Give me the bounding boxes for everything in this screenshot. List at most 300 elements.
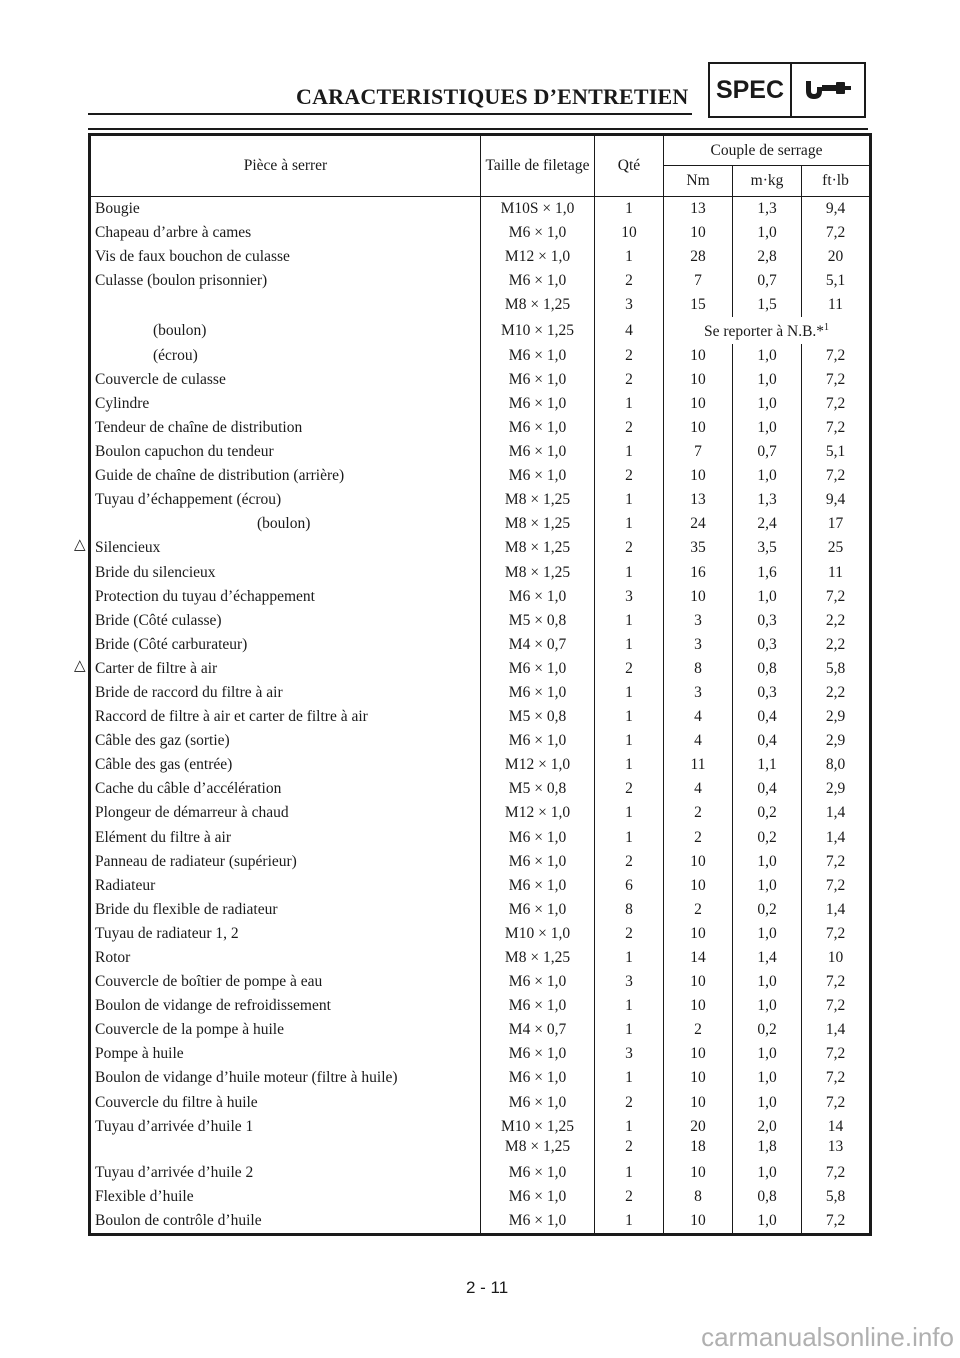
torque-mkg: 0,2 <box>733 801 802 825</box>
thread-size: M5 × 0,8 <box>481 609 595 633</box>
torque-nm: 2 <box>664 898 733 922</box>
torque-ftlb: 7,2 <box>802 922 871 946</box>
torque-nm: 2 <box>664 1018 733 1042</box>
thread-size: M6 × 1,0 <box>481 464 595 488</box>
part-name: Bride du silencieux <box>90 560 481 584</box>
col-header-torque: Couple de serrage <box>664 135 871 166</box>
watermark: carmanualsonline.info <box>701 1322 954 1352</box>
thread-size: M6 × 1,0 <box>481 585 595 609</box>
torque-ftlb: 8,0 <box>802 753 871 777</box>
quantity: 1 <box>595 488 664 512</box>
torque-mkg: 1,0 <box>733 221 802 245</box>
quantity: 2 <box>595 657 664 681</box>
torque-ftlb: 7,2 <box>802 874 871 898</box>
torque-mkg: 0,2 <box>733 898 802 922</box>
torque-nm: 2 <box>664 801 733 825</box>
part-name: Cylindre <box>90 392 481 416</box>
torque-ftlb: 7,2 <box>802 221 871 245</box>
quantity: 10 <box>595 221 664 245</box>
torque-ftlb: 2,9 <box>802 729 871 753</box>
torque-mkg: 0,3 <box>733 681 802 705</box>
torque-ftlb: 2,9 <box>802 777 871 801</box>
table-row <box>90 705 871 729</box>
table-row <box>90 777 871 801</box>
part-name: Carter de filtre à air <box>90 657 481 681</box>
torque-ftlb: 1,4 <box>802 1018 871 1042</box>
quantity: 1 <box>595 512 664 536</box>
torque-nm: 2 <box>664 826 733 850</box>
part-name: Tuyau d’arrivée d’huile 1 <box>90 1115 481 1161</box>
torque-nm: 10 <box>664 585 733 609</box>
thread-size: M4 × 0,7 <box>481 633 595 657</box>
quantity: 1 <box>595 994 664 1018</box>
table-row <box>90 994 871 1018</box>
part-name: Tendeur de chaîne de distribution <box>90 416 481 440</box>
thread-size: M6 × 1,0 <box>481 440 595 464</box>
quantity: 6 <box>595 874 664 898</box>
torque-mkg: 1,3 <box>733 488 802 512</box>
warning-triangle-icon: △ <box>74 657 86 674</box>
part-name <box>90 293 481 317</box>
part-name: Bride (Côté culasse) <box>90 609 481 633</box>
part-name: Raccord de filtre à air et carter de filtre à air <box>90 705 481 729</box>
torque-ftlb: 11 <box>802 293 871 317</box>
table-row <box>90 440 871 464</box>
part-name: (boulon) <box>90 317 481 343</box>
torque-ftlb: 9,4 <box>802 488 871 512</box>
thread-size: M6 × 1,0 <box>481 994 595 1018</box>
table-row <box>90 1018 871 1042</box>
part-name: Boulon de vidange de refroidissement <box>90 994 481 1018</box>
thread-size: M5 × 0,8 <box>481 777 595 801</box>
quantity: 1 <box>595 1066 664 1090</box>
table-row <box>90 850 871 874</box>
part-name: Câble des gaz (sortie) <box>90 729 481 753</box>
torque-mkg: 0,7 <box>733 440 802 464</box>
table-row <box>90 416 871 440</box>
part-name: Protection du tuyau d’échappement <box>90 585 481 609</box>
thread-size: M8 × 1,25 <box>481 488 595 512</box>
table-row <box>90 898 871 922</box>
thread-size: M6 × 1,0 <box>481 681 595 705</box>
torque-ftlb: 7,2 <box>802 850 871 874</box>
micrometer-icon <box>792 64 864 116</box>
table-row <box>90 874 871 898</box>
quantity: 1 <box>595 560 664 584</box>
part-name: Vis de faux bouchon de culasse <box>90 245 481 269</box>
part-name: Boulon de contrôle d’huile <box>90 1209 481 1235</box>
quantity: 1 <box>595 705 664 729</box>
torque-ftlb: 1,4 <box>802 801 871 825</box>
table-row <box>90 245 871 269</box>
table-row <box>90 922 871 946</box>
quantity: 1 <box>595 633 664 657</box>
part-name: Flexible d’huile <box>90 1185 481 1209</box>
part-name: Guide de chaîne de distribution (arrière) <box>90 464 481 488</box>
torque-nm: 24 <box>664 512 733 536</box>
table-row <box>90 1115 871 1161</box>
quantity: 2 <box>595 777 664 801</box>
part-name: Boulon de vidange d’huile moteur (filtre à huile) <box>90 1066 481 1090</box>
torque-ftlb: 5,8 <box>802 657 871 681</box>
table-top-rule <box>88 128 868 130</box>
quantity: 1 <box>595 753 664 777</box>
torque-nm: 3 <box>664 609 733 633</box>
quantity: 2 <box>595 464 664 488</box>
part-name: Panneau de radiateur (supérieur) <box>90 850 481 874</box>
part-name: Radiateur <box>90 874 481 898</box>
torque-ftlb: 25 <box>802 536 871 560</box>
torque-nm: 35 <box>664 536 733 560</box>
table-row <box>90 1209 871 1235</box>
torque-nm: 10 <box>664 922 733 946</box>
part-name: Culasse (boulon prisonnier) <box>90 269 481 293</box>
table-row <box>90 293 871 317</box>
part-name: Couvercle du filtre à huile <box>90 1091 481 1115</box>
table-row <box>90 1066 871 1090</box>
cell-mkg: 2,0 1,8 <box>733 1115 802 1161</box>
torque-ftlb: 7,2 <box>802 1042 871 1066</box>
quantity: 1 <box>595 729 664 753</box>
torque-mkg: 0,4 <box>733 729 802 753</box>
table-row <box>90 826 871 850</box>
part-name: Tuyau d’échappement (écrou) <box>90 488 481 512</box>
table-row <box>90 609 871 633</box>
quantity: 8 <box>595 898 664 922</box>
table-row <box>90 657 871 681</box>
thread-size: M5 × 0,8 <box>481 705 595 729</box>
quantity: 2 <box>595 922 664 946</box>
torque-ftlb: 7,2 <box>802 970 871 994</box>
thread-size: M6 × 1,0 <box>481 1185 595 1209</box>
torque-nm: 10 <box>664 1161 733 1185</box>
part-name: Bride de raccord du filtre à air <box>90 681 481 705</box>
table-row <box>90 197 871 222</box>
thread-size: M6 × 1,0 <box>481 1066 595 1090</box>
torque-mkg: 1,0 <box>733 464 802 488</box>
torque-nm: 3 <box>664 633 733 657</box>
table-row <box>90 801 871 825</box>
part-name: Bride (Côté carburateur) <box>90 633 481 657</box>
torque-nm: 16 <box>664 560 733 584</box>
quantity: 1 <box>595 681 664 705</box>
title-underline <box>88 113 692 115</box>
torque-mkg: 2,8 <box>733 245 802 269</box>
torque-nm: 7 <box>664 269 733 293</box>
torque-nm: 10 <box>664 874 733 898</box>
thread-size: M6 × 1,0 <box>481 1209 595 1235</box>
quantity: 1 <box>595 1161 664 1185</box>
table-row <box>90 392 871 416</box>
spec-badge <box>708 62 866 118</box>
quantity: 2 <box>595 416 664 440</box>
torque-ftlb: 5,1 <box>802 269 871 293</box>
quantity: 2 <box>595 368 664 392</box>
thread-size: M6 × 1,0 <box>481 344 595 368</box>
thread-size: M6 × 1,0 <box>481 269 595 293</box>
part-name: Câble des gas (entrée) <box>90 753 481 777</box>
quantity: 2 <box>595 536 664 560</box>
quantity: 2 <box>595 344 664 368</box>
quantity: 4 <box>595 317 664 343</box>
quantity: 3 <box>595 970 664 994</box>
thread-size: M6 × 1,0 <box>481 392 595 416</box>
torque-nm: 10 <box>664 1042 733 1066</box>
part-name: Elément du filtre à air <box>90 826 481 850</box>
thread-size: M6 × 1,0 <box>481 1042 595 1066</box>
table-row <box>90 368 871 392</box>
thread-size: M8 × 1,25 <box>481 536 595 560</box>
table-row <box>90 729 871 753</box>
thread-size: M6 × 1,0 <box>481 970 595 994</box>
torque-mkg: 0,3 <box>733 609 802 633</box>
torque-mkg: 1,0 <box>733 850 802 874</box>
cell-thread: M10 × 1,25 M8 × 1,25 <box>481 1115 595 1161</box>
torque-nm: 4 <box>664 705 733 729</box>
page-number: 2 - 11 <box>466 1278 509 1297</box>
part-name: Silencieux <box>90 536 481 560</box>
table-row <box>90 317 871 343</box>
torque-nm: 10 <box>664 1066 733 1090</box>
col-header-thread: Taille de filetage <box>481 135 595 197</box>
table-row <box>90 585 871 609</box>
torque-mkg: 1,0 <box>733 344 802 368</box>
quantity: 1 <box>595 1018 664 1042</box>
torque-nm: 10 <box>664 392 733 416</box>
thread-size: M6 × 1,0 <box>481 850 595 874</box>
part-name: Boulon capuchon du tendeur <box>90 440 481 464</box>
torque-ftlb: 2,2 <box>802 609 871 633</box>
table-row <box>90 681 871 705</box>
quantity: 1 <box>595 245 664 269</box>
torque-ftlb: 1,4 <box>802 898 871 922</box>
torque-ftlb: 9,4 <box>802 197 871 222</box>
table-row <box>90 221 871 245</box>
torque-nm: 11 <box>664 753 733 777</box>
quantity: 1 <box>595 946 664 970</box>
torque-mkg: 1,0 <box>733 874 802 898</box>
quantity: 1 <box>595 440 664 464</box>
table-row <box>90 753 871 777</box>
col-header-nm: Nm <box>664 166 733 197</box>
quantity: 1 <box>595 826 664 850</box>
part-name: Plongeur de démarreur à chaud <box>90 801 481 825</box>
cell-ftlb: 14 13 <box>802 1115 871 1161</box>
part-name: Cache du câble d’accélération <box>90 777 481 801</box>
torque-nm: 15 <box>664 293 733 317</box>
torque-note: Se reporter à N.B.*$^1$ <box>664 317 871 343</box>
thread-size: M6 × 1,0 <box>481 657 595 681</box>
torque-nm: 10 <box>664 368 733 392</box>
torque-ftlb: 7,2 <box>802 1209 871 1235</box>
quantity: 2 <box>595 1091 664 1115</box>
quantity: 1 <box>595 197 664 222</box>
torque-ftlb: 2,2 <box>802 681 871 705</box>
torque-mkg: 0,3 <box>733 633 802 657</box>
torque-mkg: 2,4 <box>733 512 802 536</box>
thread-size: M12 × 1,0 <box>481 245 595 269</box>
part-name: Tuyau d’arrivée d’huile 2 <box>90 1161 481 1185</box>
torque-mkg: 1,0 <box>733 1161 802 1185</box>
torque-nm: 10 <box>664 970 733 994</box>
torque-mkg: 1,0 <box>733 994 802 1018</box>
page-title: CARACTERISTIQUES D’ENTRETIEN <box>296 84 689 109</box>
torque-mkg: 1,0 <box>733 1066 802 1090</box>
torque-ftlb: 7,2 <box>802 392 871 416</box>
quantity: 2 <box>595 850 664 874</box>
torque-ftlb: 7,2 <box>802 344 871 368</box>
torque-mkg: 0,7 <box>733 269 802 293</box>
torque-nm: 4 <box>664 729 733 753</box>
thread-size: M6 × 1,0 <box>481 729 595 753</box>
torque-nm: 13 <box>664 197 733 222</box>
table-row <box>90 560 871 584</box>
torque-mkg: 0,2 <box>733 1018 802 1042</box>
thread-size: M10S × 1,0 <box>481 197 595 222</box>
thread-size: M8 × 1,25 <box>481 293 595 317</box>
part-name: Chapeau d’arbre à cames <box>90 221 481 245</box>
table-row <box>90 970 871 994</box>
torque-mkg: 1,0 <box>733 368 802 392</box>
quantity: 3 <box>595 585 664 609</box>
table-row <box>90 536 871 560</box>
torque-nm: 10 <box>664 464 733 488</box>
part-name: Couvercle de la pompe à huile <box>90 1018 481 1042</box>
part-name: Couvercle de culasse <box>90 368 481 392</box>
thread-size: M6 × 1,0 <box>481 826 595 850</box>
thread-size: M6 × 1,0 <box>481 221 595 245</box>
torque-nm: 10 <box>664 1209 733 1235</box>
quantity: 1 <box>595 801 664 825</box>
torque-mkg: 1,4 <box>733 946 802 970</box>
table-row <box>90 633 871 657</box>
table-row <box>90 1042 871 1066</box>
torque-ftlb: 7,2 <box>802 464 871 488</box>
torque-ftlb: 5,1 <box>802 440 871 464</box>
torque-ftlb: 1,4 <box>802 826 871 850</box>
torque-mkg: 1,3 <box>733 197 802 222</box>
torque-mkg: 3,5 <box>733 536 802 560</box>
torque-nm: 8 <box>664 657 733 681</box>
torque-mkg: 0,8 <box>733 1185 802 1209</box>
thread-size: M6 × 1,0 <box>481 1161 595 1185</box>
torque-mkg: 1,0 <box>733 1042 802 1066</box>
spec-label: SPEC <box>710 64 792 116</box>
part-name: Bougie <box>90 197 481 222</box>
torque-mkg: 1,1 <box>733 753 802 777</box>
torque-mkg: 1,0 <box>733 392 802 416</box>
quantity: 3 <box>595 1042 664 1066</box>
torque-mkg: 0,2 <box>733 826 802 850</box>
table-row <box>90 1091 871 1115</box>
torque-ftlb: 20 <box>802 245 871 269</box>
torque-nm: 7 <box>664 440 733 464</box>
thread-size: M10 × 1,25 <box>481 317 595 343</box>
torque-ftlb: 7,2 <box>802 368 871 392</box>
torque-ftlb: 17 <box>802 512 871 536</box>
table-row <box>90 1185 871 1209</box>
quantity: 1 <box>595 1209 664 1235</box>
thread-size: M6 × 1,0 <box>481 416 595 440</box>
torque-ftlb: 5,8 <box>802 1185 871 1209</box>
torque-mkg: 0,4 <box>733 705 802 729</box>
quantity: 1 <box>595 392 664 416</box>
thread-size: M8 × 1,25 <box>481 560 595 584</box>
torque-mkg: 1,0 <box>733 1209 802 1235</box>
torque-mkg: 1,0 <box>733 922 802 946</box>
torque-nm: 10 <box>664 344 733 368</box>
torque-ftlb: 7,2 <box>802 585 871 609</box>
torque-ftlb: 7,2 <box>802 1066 871 1090</box>
torque-ftlb: 7,2 <box>802 1161 871 1185</box>
torque-nm: 10 <box>664 1091 733 1115</box>
thread-size: M12 × 1,0 <box>481 753 595 777</box>
table-row <box>90 512 871 536</box>
torque-mkg: 1,5 <box>733 293 802 317</box>
torque-mkg: 1,0 <box>733 585 802 609</box>
torque-nm: 10 <box>664 850 733 874</box>
cell-nm: 20 18 <box>664 1115 733 1161</box>
torque-nm: 10 <box>664 221 733 245</box>
table-row <box>90 269 871 293</box>
torque-nm: 28 <box>664 245 733 269</box>
torque-mkg: 1,0 <box>733 970 802 994</box>
thread-size: M6 × 1,0 <box>481 1091 595 1115</box>
table-row <box>90 488 871 512</box>
torque-ftlb: 7,2 <box>802 994 871 1018</box>
part-name: (boulon) <box>90 512 481 536</box>
col-header-part: Pièce à serrer <box>90 135 481 197</box>
torque-nm: 13 <box>664 488 733 512</box>
torque-mkg: 0,4 <box>733 777 802 801</box>
torque-ftlb: 2,9 <box>802 705 871 729</box>
quantity: 2 <box>595 1185 664 1209</box>
part-name: (écrou) <box>90 344 481 368</box>
torque-ftlb: 7,2 <box>802 416 871 440</box>
warning-triangle-icon: △ <box>74 537 86 554</box>
quantity: 1 <box>595 609 664 633</box>
col-header-qty: Qté <box>595 135 664 197</box>
torque-nm: 4 <box>664 777 733 801</box>
col-header-mkg: m·kg <box>733 166 802 197</box>
thread-size: M12 × 1,0 <box>481 801 595 825</box>
torque-ftlb: 2,2 <box>802 633 871 657</box>
thread-size: M4 × 0,7 <box>481 1018 595 1042</box>
cell-qty: 1 2 <box>595 1115 664 1161</box>
part-name: Tuyau de radiateur 1, 2 <box>90 922 481 946</box>
part-name: Pompe à huile <box>90 1042 481 1066</box>
table-row <box>90 946 871 970</box>
torque-nm: 8 <box>664 1185 733 1209</box>
torque-mkg: 1,0 <box>733 416 802 440</box>
thread-size: M6 × 1,0 <box>481 898 595 922</box>
torque-mkg: 0,8 <box>733 657 802 681</box>
torque-mkg: 1,0 <box>733 1091 802 1115</box>
torque-nm: 3 <box>664 681 733 705</box>
torque-ftlb: 11 <box>802 560 871 584</box>
torque-nm: 10 <box>664 994 733 1018</box>
thread-size: M6 × 1,0 <box>481 874 595 898</box>
quantity: 2 <box>595 269 664 293</box>
thread-size: M6 × 1,0 <box>481 368 595 392</box>
thread-size: M8 × 1,25 <box>481 512 595 536</box>
torque-nm: 14 <box>664 946 733 970</box>
part-name: Couvercle de boîtier de pompe à eau <box>90 970 481 994</box>
table-row <box>90 464 871 488</box>
col-header-ftlb: ft·lb <box>802 166 871 197</box>
table-row <box>90 1161 871 1185</box>
thread-size: M8 × 1,25 <box>481 946 595 970</box>
